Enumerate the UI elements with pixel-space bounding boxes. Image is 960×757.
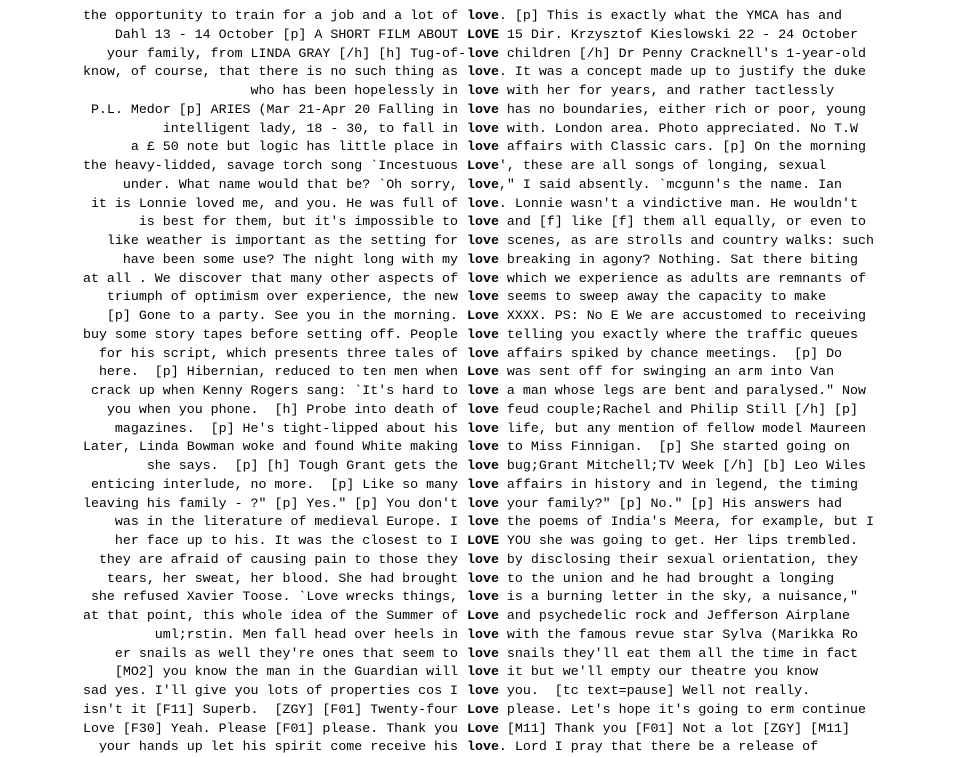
right-context: affairs with Classic cars. [p] On the morning: [498, 139, 866, 155]
right-context: to Miss Finnigan. [p] She started going on: [498, 439, 851, 455]
right-context: with. London area. Photo appreciated. No T.W: [498, 120, 858, 136]
right-context: with her for years, and rather tactlessly: [498, 83, 835, 98]
keyword: love: [467, 570, 499, 586]
concordance-line: [0, 588, 960, 607]
right-context: affairs spiked by chance meetings. [p] Do: [498, 345, 843, 361]
concordance-line: [0, 326, 960, 345]
keyword: love: [467, 83, 499, 98]
left-context: they are afraid of causing pain to those they: [98, 551, 466, 567]
right-context: please. Let's hope it's going to erm continue: [498, 701, 866, 717]
left-context: [p] Gone to a party. See you in the morning.: [106, 308, 466, 323]
keyword: Love: [467, 364, 499, 380]
left-context: crack up when Kenny Rogers sang: `It's hard to: [90, 383, 466, 398]
left-context: she refused Xavier Toose. `Love wrecks things,: [90, 589, 466, 605]
right-context: affairs in history and in legend, the timing: [498, 476, 858, 492]
right-context: children [/h] Dr Penny Cracknell's 1-year-old: [498, 45, 866, 61]
keyword: love: [467, 233, 499, 248]
left-context: P.L. Medor [p] ARIES (Mar 21-Apr 20 Falling in: [90, 101, 466, 117]
keyword: love: [467, 289, 499, 305]
keyword: love: [467, 45, 499, 61]
left-context: uml;rstin. Men fall head over heels in: [154, 626, 466, 642]
keyword: love: [467, 326, 499, 342]
concordance-line: [0, 288, 960, 307]
concordance-line: [0, 26, 960, 45]
left-context: for his script, which presents three tales of: [98, 345, 466, 361]
keyword: Love: [467, 701, 499, 717]
concordance-line: [0, 701, 960, 720]
right-context: breaking in agony? Nothing. Sat there biting: [498, 251, 858, 267]
keyword: love: [467, 589, 499, 605]
right-context: you. [tc text=pause] Well not really.: [498, 683, 811, 698]
concordance-line: [0, 682, 960, 701]
keyword: love: [467, 195, 499, 211]
left-context: at all . We discover that many other aspects of: [82, 270, 466, 286]
keyword: love: [467, 551, 499, 567]
keyword: love: [467, 683, 499, 698]
left-context: you when you phone. [h] Probe into death of: [106, 401, 466, 417]
right-context: . Lonnie wasn't a vindictive man. He wouldn't: [498, 195, 858, 211]
keyword: love: [467, 626, 499, 642]
keyword: love: [467, 420, 499, 436]
concordance-line: [0, 138, 960, 157]
concordance-line: [0, 270, 960, 289]
keyword: love: [467, 439, 499, 455]
right-context: the poems of India's Meera, for example, but I: [498, 514, 874, 530]
keyword: love: [467, 458, 499, 473]
left-context: is best for them, but it's impossible to: [138, 214, 466, 230]
right-context: feud couple;Rachel and Philip Still [/h] [p]: [498, 401, 858, 417]
left-context: it is Lonnie loved me, and you. He was full of: [90, 195, 466, 211]
concordance-line: [0, 551, 960, 570]
keyword: love: [467, 345, 499, 361]
left-context: [MO2] you know the man in the Guardian will: [114, 664, 466, 680]
right-context: YOU she was going to get. Her lips trembled.: [498, 533, 858, 548]
concordance-line: [0, 570, 960, 589]
right-context: with the famous revue star Sylva (Marikka Ro: [498, 626, 858, 642]
concordance-line: [0, 607, 960, 626]
concordance-line: [0, 513, 960, 532]
keyword: Love: [467, 720, 499, 736]
concordance-line: [0, 420, 960, 439]
left-context: at that point, this whole idea of the Summer of: [82, 608, 466, 623]
left-context: tears, her sweat, her blood. She had brought: [106, 570, 466, 586]
left-context: her face up to his. It was the closest to I: [114, 533, 466, 548]
concordance-line: [0, 626, 960, 645]
concordance-line: [0, 457, 960, 476]
keyword: Love: [467, 608, 499, 623]
concordance-line: [0, 345, 960, 364]
right-context: . Lord I pray that there be a release of: [498, 739, 819, 755]
right-context: your family?" [p] No." [p] His answers had: [498, 495, 843, 511]
left-context: er snails as well they're ones that seem to: [114, 645, 466, 661]
right-context: 15 Dir. Krzysztof Kieslowski 22 - 24 October: [498, 26, 858, 42]
right-context: . [p] This is exactly what the YMCA has and: [498, 8, 843, 23]
right-context: XXXX. PS: No E We are accustomed to receiving: [498, 308, 866, 323]
left-context: have been some use? The night long with my: [122, 251, 466, 267]
right-context: and [f] like [f] them all equally, or even to: [498, 214, 866, 230]
concordance-line: [0, 382, 960, 401]
concordance-line: [0, 63, 960, 82]
concordance-line: [0, 195, 960, 214]
right-context: has no boundaries, either rich or poor, young: [498, 101, 866, 117]
keyword: LOVE: [467, 26, 499, 42]
keyword: love: [467, 139, 499, 155]
concordance-line: [0, 438, 960, 457]
left-context: triumph of optimism over experience, the new: [106, 289, 466, 305]
concordance-line: [0, 120, 960, 139]
concordance-line: [0, 7, 960, 26]
concordance-line: [0, 232, 960, 251]
left-context: Later, Linda Bowman woke and found White making: [82, 439, 466, 455]
right-context: ," I said absently. `mcgunn's the name. Ian: [498, 176, 843, 192]
concordance-line: [0, 663, 960, 682]
keyword: love: [467, 214, 499, 230]
keyword: love: [467, 120, 499, 136]
right-context: which we experience as adults are remnants of: [498, 270, 866, 286]
concordance-line: [0, 82, 960, 101]
right-context: life, but any mention of fellow model Maureen: [498, 420, 866, 436]
keyword: love: [467, 495, 499, 511]
left-context: under. What name would that be? `Oh sorry,: [122, 176, 466, 192]
keyword: love: [467, 101, 499, 117]
left-context: Dahl 13 - 14 October [p] A SHORT FILM ABOUT: [114, 26, 466, 42]
concordance-line: [0, 251, 960, 270]
right-context: ', these are all songs of longing, sexual: [498, 158, 827, 173]
right-context: by disclosing their sexual orientation, they: [498, 551, 858, 567]
keyword: love: [467, 176, 499, 192]
left-context: the heavy-lidded, savage torch song `Incestuous: [82, 158, 466, 173]
keyword: LOVE: [467, 533, 499, 548]
concordance-line: [0, 363, 960, 382]
left-context: know, of course, that there is no such thing as: [82, 64, 466, 80]
concordance-line: [0, 645, 960, 664]
keyword: love: [467, 476, 499, 492]
concordance-line: [0, 101, 960, 120]
keyword: love: [467, 645, 499, 661]
left-context: Love [F30] Yeah. Please [F01] please. Thank you: [82, 720, 466, 736]
left-context: buy some story tapes before setting off. People: [82, 326, 466, 342]
left-context: like weather is important as the setting for: [106, 233, 466, 248]
right-context: [M11] Thank you [F01] Not a lot [ZGY] [M11]: [498, 720, 851, 736]
left-context: the opportunity to train for a job and a lot of: [82, 8, 466, 23]
concordance-line: [0, 532, 960, 551]
left-context: here. [p] Hibernian, reduced to ten men when: [98, 364, 466, 380]
right-context: a man whose legs are bent and paralysed." Now: [498, 383, 866, 398]
right-context: it but we'll empty our theatre you know: [498, 664, 819, 680]
left-context: magazines. [p] He's tight-lipped about his: [114, 420, 466, 436]
right-context: telling you exactly where the traffic queues: [498, 326, 858, 342]
concordance-line: [0, 476, 960, 495]
keyword: love: [467, 739, 499, 755]
left-context: your hands up let his spirit come receive his: [98, 739, 466, 755]
keyword: love: [467, 514, 499, 530]
left-context: sad yes. I'll give you lots of properties cos I: [82, 683, 466, 698]
left-context: leaving his family - ?" [p] Yes." [p] You don't: [82, 495, 466, 511]
left-context: intelligent lady, 18 - 30, to fall in: [162, 120, 466, 136]
right-context: . It was a concept made up to justify the duke: [498, 64, 866, 80]
keyword: love: [467, 64, 499, 80]
concordance-line: [0, 495, 960, 514]
right-context: scenes, as are strolls and country walks: such: [498, 233, 874, 248]
right-context: to the union and he had brought a longing: [498, 570, 835, 586]
left-context: enticing interlude, no more. [p] Like so many: [90, 476, 466, 492]
concordance-line: [0, 157, 960, 176]
keyword: Love: [467, 308, 499, 323]
left-context: was in the literature of medieval Europe. I: [114, 514, 466, 530]
keyword: love: [467, 401, 499, 417]
concordance-line: [0, 720, 960, 739]
left-context: isn't it [F11] Superb. [ZGY] [F01] Twenty-four: [82, 701, 466, 717]
concordance-line: [0, 45, 960, 64]
right-context: and psychedelic rock and Jefferson Airplane: [498, 608, 851, 623]
right-context: bug;Grant Mitchell;TV Week [/h] [b] Leo Wiles: [498, 458, 866, 473]
keyword: love: [467, 664, 499, 680]
left-context: a £ 50 note but logic has little place in: [130, 139, 466, 155]
keyword: love: [467, 383, 499, 398]
keyword: love: [467, 8, 499, 23]
right-context: is a burning letter in the sky, a nuisance,": [498, 589, 858, 605]
concordance-line: [0, 738, 960, 757]
concordance-list: [0, 7, 960, 757]
keyword: love: [467, 251, 499, 267]
keyword: love: [467, 270, 499, 286]
right-context: snails they'll eat them all the time in fact: [498, 645, 858, 661]
keyword: Love: [467, 158, 499, 173]
right-context: seems to sweep away the capacity to make: [498, 289, 827, 305]
concordance-line: [0, 176, 960, 195]
concordance-line: [0, 401, 960, 420]
concordance-line: [0, 213, 960, 232]
right-context: was sent off for swinging an arm into Van: [498, 364, 835, 380]
left-context: she says. [p] [h] Tough Grant gets the: [146, 458, 466, 473]
concordance-line: [0, 307, 960, 326]
left-context: who has been hopelessly in: [250, 83, 466, 98]
left-context: your family, from LINDA GRAY [/h] [h] Tug-of-: [106, 45, 466, 61]
